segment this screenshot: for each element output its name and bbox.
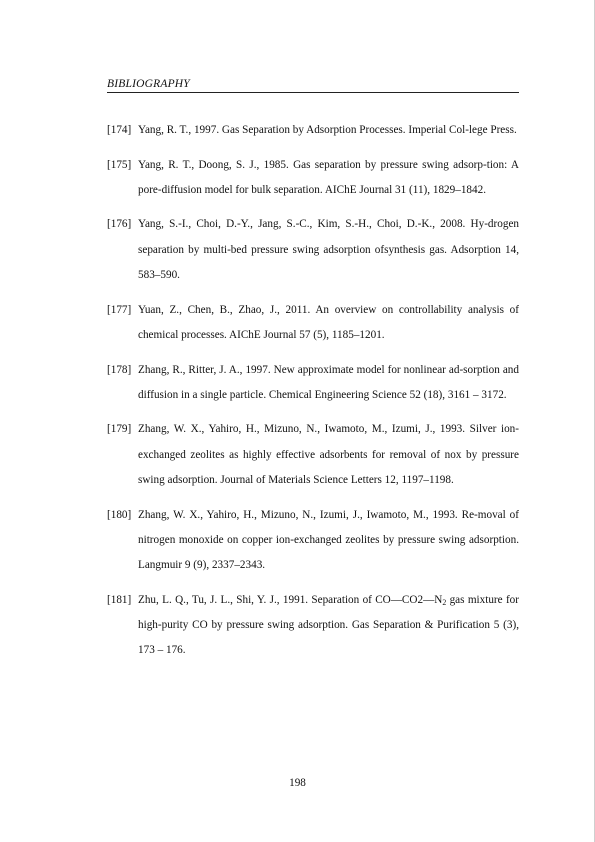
reference-text: Yang, R. T., Doong, S. J., 1985. Gas separation by pressure swing adsorp-tion: A pore-diffusion model for bulk separation. AIChE Journal 31 (11), 1829–1842. xyxy=(138,158,519,196)
reference-text: Yuan, Z., Chen, B., Zhao, J., 2011. An overview on controllability analysis of chemical processes. AIChE Journal 57 (5), 1185–1201. xyxy=(138,303,519,341)
reference-number: [181] xyxy=(107,593,132,606)
reference-item xyxy=(107,417,519,493)
running-header: BIBLIOGRAPHY xyxy=(107,78,519,93)
reference-text-part: Zhu, L. Q., Tu, J. L., Shi, Y. J., 1991. Separation of CO—CO2—N xyxy=(138,593,443,606)
reference-item xyxy=(107,588,519,664)
reference-number: [177] xyxy=(107,303,132,316)
reference-number: [180] xyxy=(107,508,132,521)
reference-number: [178] xyxy=(107,363,132,376)
reference-text xyxy=(138,594,519,657)
reference-number: [179] xyxy=(107,423,132,436)
reference-text: Zhang, W. X., Yahiro, H., Mizuno, N., Iwamoto, M., Izumi, J., 1993. Silver ion-exchanged zeolites as highly effective adsorbents for removal of nox by pressure swing adsorption. Journal of Materials Science Letters 12, 1197–1198. xyxy=(138,423,519,487)
reference-list xyxy=(107,118,519,673)
reference-item xyxy=(107,298,519,349)
reference-number: [175] xyxy=(107,158,132,171)
reference-number: [176] xyxy=(107,218,132,231)
reference-text: Yang, S.-I., Choi, D.-Y., Jang, S.-C., Kim, S.-H., Choi, D.-K., 2008. Hy-drogen separation by multi-bed pressure swing adsorption ofsynthesis gas. Adsorption 14, 583–590. xyxy=(138,218,519,282)
reference-item xyxy=(107,153,519,204)
reference-item xyxy=(107,212,519,288)
reference-text: Zhang, R., Ritter, J. A., 1997. New approximate model for nonlinear ad-sorption and diffusion in a single particle. Chemical Engineering Science 52 (18), 3161 – 3172. xyxy=(138,363,519,401)
reference-text-part: gas mixture for high-purity CO by pressure swing adsorption. Gas Separation & Purification 5 (3), 173 – 176. xyxy=(138,593,519,657)
reference-item xyxy=(107,118,519,143)
reference-item xyxy=(107,358,519,409)
page-number: 198 xyxy=(289,777,306,789)
reference-text: Zhang, W. X., Yahiro, H., Mizuno, N., Izumi, J., Iwamoto, M., 1993. Re-moval of nitrogen monoxide on copper ion-exchanged zeolites by pressure swing adsorption. Langmuir 9 (9), 2337–2343. xyxy=(138,508,519,572)
reference-number: [174] xyxy=(107,124,132,136)
reference-item xyxy=(107,503,519,579)
reference-text: Yang, R. T., 1997. Gas Separation by Adsorption Processes. Imperial Col-lege Press. xyxy=(138,124,517,136)
subscript: 2 xyxy=(442,597,447,607)
